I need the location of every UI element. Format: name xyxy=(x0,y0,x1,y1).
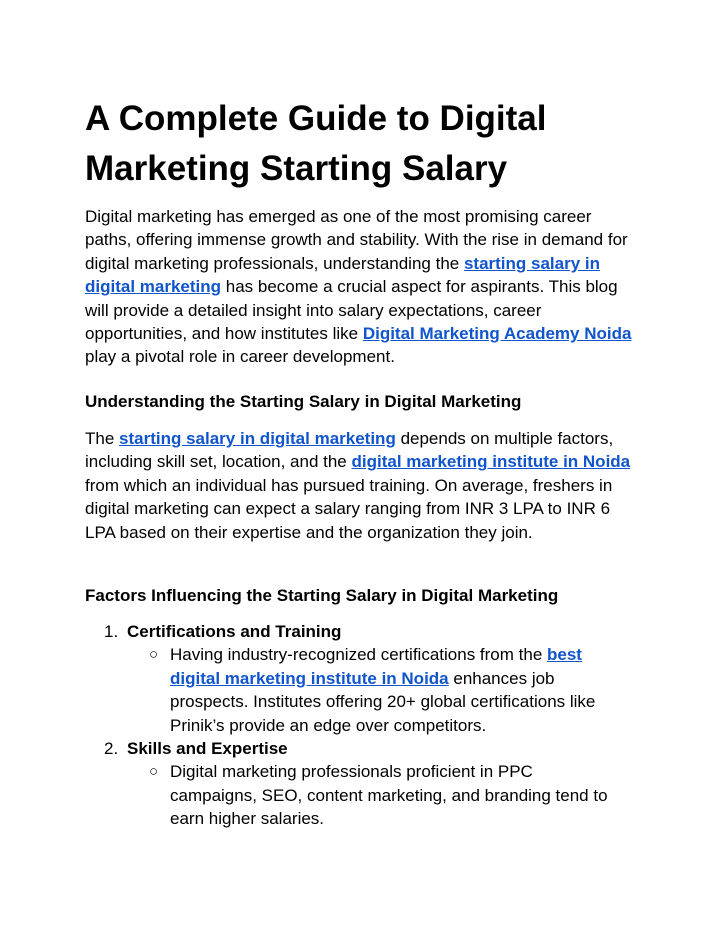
list-item-header xyxy=(85,737,645,760)
list-item-title: Certifications and Training xyxy=(127,622,342,641)
factors-list xyxy=(85,620,645,831)
sub-item-text-1: Having industry-recognized certifications from the xyxy=(170,645,547,665)
section1-text-1: The xyxy=(85,429,120,448)
list-item-header xyxy=(85,620,645,643)
academy-noida-link[interactable]: Digital Marketing Academy Noida xyxy=(362,324,632,344)
intro-text-3: play a pivotal role in career development. xyxy=(85,347,395,367)
institute-noida-link[interactable]: digital marketing institute in Noida xyxy=(351,452,631,472)
section1-heading: Understanding the Starting Salary in Digital Marketing xyxy=(85,392,522,411)
sub-item-text-2: enhances job prospects. Institutes offering 20+ global certifications like Prinik’s provide an edge over competitors. xyxy=(170,668,596,735)
section1-text-3: from which an individual has pursued training. On average, freshers in digital marketing can expect a salary ranging from INR 3 LPA to INR 6 LPA based on their expertise and the organization they join. xyxy=(85,475,613,542)
page-title: A Complete Guide to Digital Marketing Starting Salary xyxy=(85,99,547,188)
hollow-bullet-icon: ○ xyxy=(149,763,159,781)
starting-salary-link[interactable]: starting salary in digital marketing xyxy=(85,253,601,297)
sub-list-item xyxy=(85,760,610,830)
sub-list-item xyxy=(85,643,610,737)
list-number: 2. xyxy=(104,739,119,759)
intro-text-2: has become a crucial aspect for aspirants. This blog will provide a detailed insight into salary expectations, career opportunities, and how institutes like xyxy=(85,277,618,344)
list-item xyxy=(85,620,645,737)
intro-text-1: Digital marketing has emerged as one of the most promising career paths, offering immense growth and stability. With the rise in demand for digital marketing professionals, understanding the xyxy=(85,207,628,273)
section1-text-2: depends on multiple factors, including skill set, location, and the xyxy=(85,429,614,472)
list-item xyxy=(85,737,645,831)
section2-heading: Factors Influencing the Starting Salary in Digital Marketing xyxy=(85,586,559,605)
section1-paragraph xyxy=(85,427,640,544)
starting-salary-link-2[interactable]: starting salary in digital marketing xyxy=(119,429,396,448)
hollow-bullet-icon: ○ xyxy=(149,646,159,664)
sub-item-text-1: Digital marketing professionals proficient in PPC campaigns, SEO, content marketing, and branding tend to earn higher salaries. xyxy=(170,762,608,829)
list-item-title: Skills and Expertise xyxy=(127,739,288,759)
best-institute-link[interactable]: best digital marketing institute in Noida xyxy=(170,645,582,688)
intro-paragraph xyxy=(85,205,640,369)
list-number: 1. xyxy=(104,622,119,641)
